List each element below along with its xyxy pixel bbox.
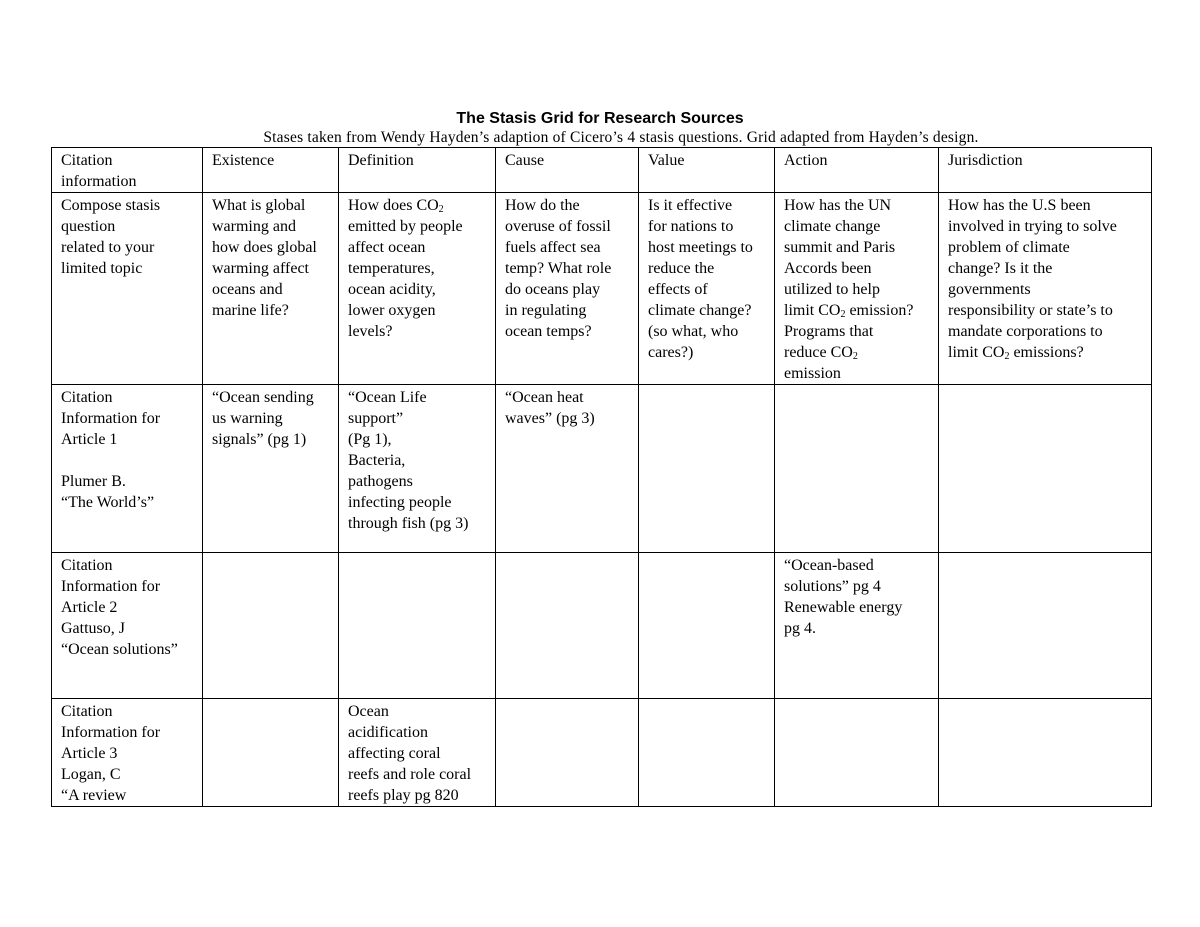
column-header-cause: Cause: [496, 148, 639, 193]
definition-cell: “Ocean Life support” (Pg 1), Bacteria, pathogens infecting people through fish (pg 3): [339, 385, 496, 553]
question-existence-cell: What is global warming and how does global warming affect oceans and marine life?: [203, 193, 339, 385]
definition-cell: Ocean acidification affecting coral reefs and role coral reefs play pg 820: [339, 699, 496, 807]
citation-label-cell: Citation Information for Article 1 Plumer B. “The World’s”: [52, 385, 203, 553]
column-header-citation: Citation information: [52, 148, 203, 193]
question-cause-cell: How do the overuse of fossil fuels affect sea temp? What role do oceans play in regulating ocean temps?: [496, 193, 639, 385]
page-title: The Stasis Grid for Research Sources: [456, 110, 744, 127]
column-header-value: Value: [639, 148, 775, 193]
jurisdiction-cell: [939, 699, 1152, 807]
question-action-cell: How has the UN climate change summit and Paris Accords been utilized to help limit $CO_2$ emission? Programs that reduce $CO_2$ emission: [775, 193, 939, 385]
existence-cell: “Ocean sending us warning signals” (pg 1): [203, 385, 339, 553]
value-cell: [639, 385, 775, 553]
jurisdiction-cell: [939, 385, 1152, 553]
column-header-action: Action: [775, 148, 939, 193]
page-subtitle: Stases taken from Wendy Hayden’s adaption of Cicero’s 4 stasis questions. Grid adapted from Hayden’s design.: [263, 129, 979, 146]
definition-cell: [339, 553, 496, 699]
citation-label-cell: Citation Information for Article 3 Logan, C “A review: [52, 699, 203, 807]
citation-label-cell: Citation Information for Article 2 Gattuso, J “Ocean solutions”: [52, 553, 203, 699]
value-cell: [639, 699, 775, 807]
action-cell: “Ocean-based solutions” pg 4 Renewable energy pg 4.: [775, 553, 939, 699]
column-header-jurisdiction: Jurisdiction: [939, 148, 1152, 193]
action-cell: [775, 385, 939, 553]
existence-cell: [203, 699, 339, 807]
existence-cell: [203, 553, 339, 699]
table-row: [52, 553, 1152, 699]
action-cell: [775, 699, 939, 807]
question-row-label: Compose stasis question related to your limited topic: [52, 193, 203, 385]
header-row: [52, 148, 1152, 193]
cause-cell: “Ocean heat waves” (pg 3): [496, 385, 639, 553]
question-value-cell: Is it effective for nations to host meetings to reduce the effects of climate change? (so what, who cares?): [639, 193, 775, 385]
question-jurisdiction-cell: How has the U.S been involved in trying to solve problem of climate change? Is it the governments responsibility or state’s to mandate corporations to limit $CO_2$ emissions?: [939, 193, 1152, 385]
cause-cell: [496, 553, 639, 699]
cause-cell: [496, 699, 639, 807]
stasis-grid-table: [51, 147, 1152, 807]
column-header-existence: Existence: [203, 148, 339, 193]
table-row: [52, 699, 1152, 807]
jurisdiction-cell: [939, 553, 1152, 699]
question-definition-cell: How does $CO_2$ emitted by people affect ocean temperatures, ocean acidity, lower oxygen levels?: [339, 193, 496, 385]
table-row: [52, 385, 1152, 553]
column-header-definition: Definition: [339, 148, 496, 193]
stasis-question-row: [52, 193, 1152, 385]
value-cell: [639, 553, 775, 699]
